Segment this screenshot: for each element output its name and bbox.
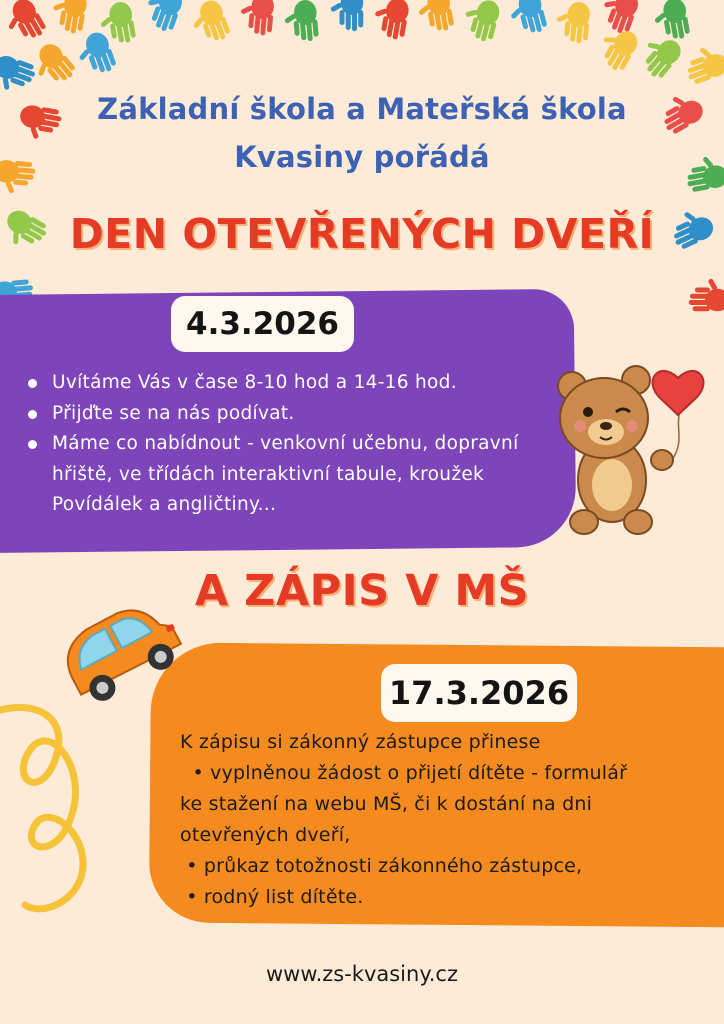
teddy-bear-illustration [550,340,715,540]
handprint-icon [26,39,78,92]
handprint-icon [633,28,685,81]
enrollment-title: A ZÁPIS V MŠ [194,566,530,616]
school-name-line2: Kvasiny pořádá [234,140,490,174]
handprint-icon [49,0,89,35]
list-item: Uvítáme Vás v čase 8-10 hod a 14-16 hod. [26,368,546,399]
handprint-icon [415,0,455,35]
toy-car-illustration [60,590,190,725]
requirements-line: ke stažení na webu MŠ, či k dostání na dni [180,793,593,815]
open-day-date: 4.3.2026 [171,296,354,352]
school-name-line1: Základní škola a Mateřská škola [97,92,627,126]
handprint-icon [592,22,641,74]
requirements-line: • rodný list dítěte. [180,886,364,908]
handprint-icon [689,278,724,311]
website-link[interactable]: www.zs-kvasiny.cz [265,962,459,986]
list-item: Máme co nabídnout - venkovní učebnu, dopravní hřiště, ve třídách interaktivní tabule, kroužek Povídálek a angličtiny... [26,429,546,521]
handprint-icon [282,0,319,43]
handprint-icon [554,0,591,44]
heart-balloon-illustration [653,371,704,415]
handprint-icon [238,0,275,36]
requirements-line: otevřených dveří, [180,824,351,846]
requirements-line: K zápisu si zákonný zástupce přinese [180,731,541,753]
list-item: Přijďte se na nás podívat. [26,399,546,430]
handprint-icon [596,0,641,36]
handprint-icon [459,0,502,43]
handprint-icon [330,0,363,31]
handprint-icon [72,29,117,79]
handprint-icon [97,0,137,46]
handprint-icon [371,0,411,41]
handprint-icon [0,0,48,47]
requirements-line: • průkaz totožnosti zákonného zástupce, [180,855,583,877]
handprint-icon [680,40,724,85]
open-day-list [26,368,546,521]
handprint-icon [140,0,185,34]
handprint-icon [651,0,691,43]
open-day-title: DEN OTEVŘENÝCH DVEŘÍ [69,210,655,258]
yarn-illustration [0,690,110,930]
handprint-icon [506,0,549,38]
requirements-line: • vyplněnou žádost o přijetí dítěte - formulář [180,762,628,784]
enrollment-requirements [180,727,720,913]
handprint-icon [186,0,231,48]
enrollment-date: 17.3.2026 [381,664,577,722]
